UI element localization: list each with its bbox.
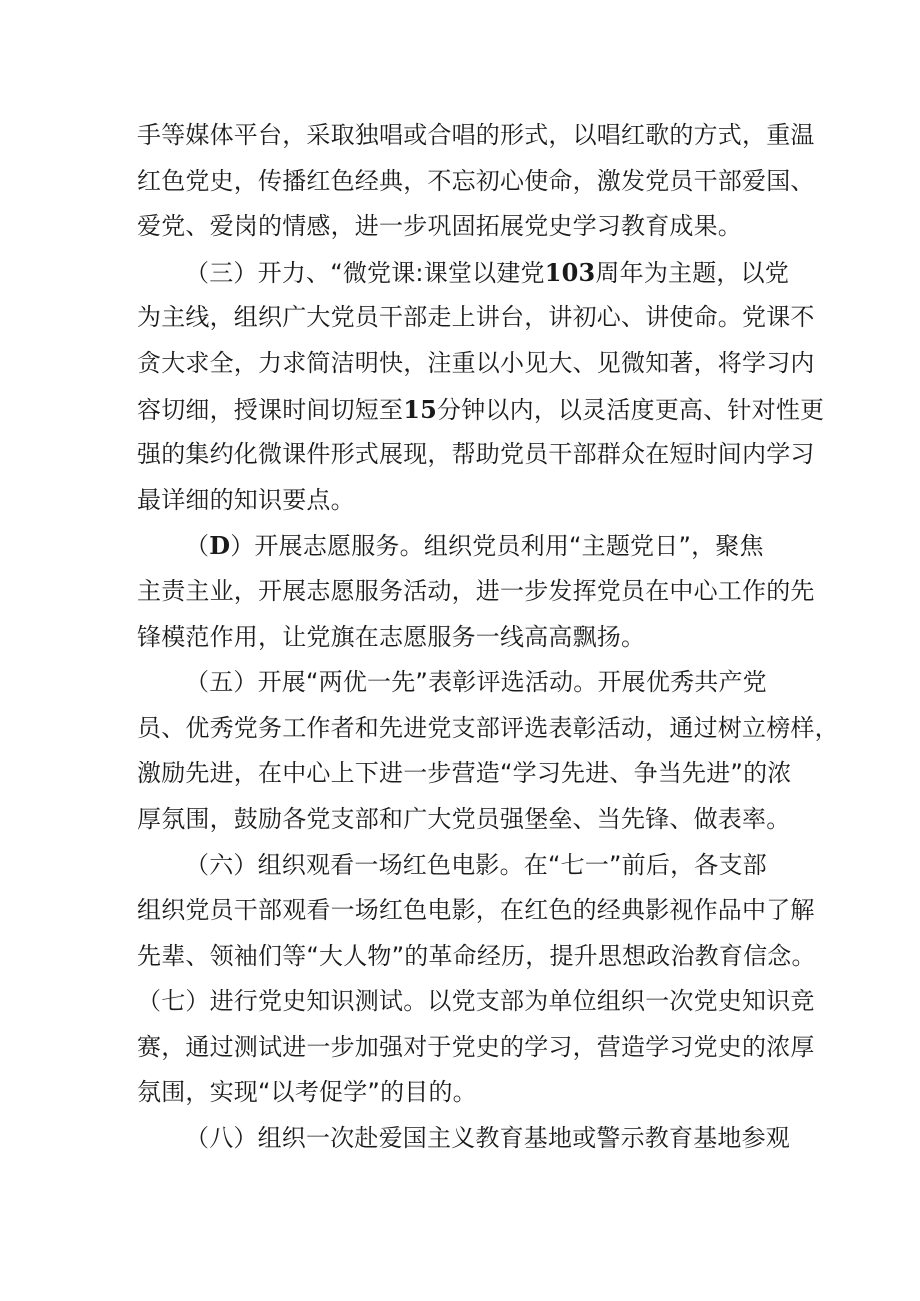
text-line — [137, 432, 815, 478]
text-segment: 贪大求全，力求简洁明快，注重以小见大、见微知著，将学习内 — [137, 348, 815, 377]
text-line — [137, 569, 815, 615]
text-number: D — [209, 531, 231, 561]
text-line — [137, 387, 825, 433]
text-segment: 容切细，授课时间切短至 — [137, 395, 404, 424]
text-line — [137, 979, 815, 1025]
text-segment: 周年为主题，以党 — [595, 258, 790, 287]
text-segment: 锋模范作用，让党旗在志愿服务一线高高飘扬。 — [137, 622, 646, 651]
text-segment: ）开展志愿服务。组织党员利用“主题党日”，聚焦 — [230, 532, 764, 561]
text-segment: 为主线，组织广大党员干部走上讲台，讲初心、讲使命。党课不 — [137, 303, 815, 332]
text-segment: （ — [185, 532, 210, 561]
text-line — [137, 113, 815, 159]
text-segment: （六）组织观看一场红色电影。在“七一”前后，各支部 — [185, 850, 767, 879]
text-line — [137, 523, 787, 569]
text-segment: 主责主业，开展志愿服务活动，进一步发挥党员在中心工作的先 — [137, 576, 815, 605]
text-segment: 先辈、领袖们等“大人物”的革命经历，提升思想政治教育信念。 — [137, 941, 816, 970]
text-segment: （七）进行党史知识测试。以党支部为单位组织一次党史知识竞 — [137, 987, 815, 1016]
text-line — [137, 660, 787, 706]
text-segment: 红色党史，传播红色经典，不忘初心使命，激发党员干部爱国、 — [137, 166, 815, 195]
text-segment: 分钟以内，以灵活度更高、针对性更 — [437, 395, 825, 424]
text-segment: 最详细的知识要点。 — [137, 485, 355, 514]
text-line — [137, 250, 790, 296]
text-line — [137, 478, 787, 524]
text-line — [137, 1070, 787, 1116]
text-line — [137, 1025, 815, 1071]
text-line — [137, 1116, 790, 1162]
document-body-text — [137, 113, 839, 1162]
text-number: 15 — [403, 394, 438, 424]
text-line — [137, 341, 815, 387]
text-segment: 厚氛围，鼓励各党支部和广大党员强堡垒、当先锋、做表率。 — [137, 804, 791, 833]
text-line — [137, 797, 791, 843]
text-line — [137, 204, 787, 250]
text-line — [137, 159, 815, 205]
text-line — [137, 615, 787, 661]
text-segment: 员、优秀党务工作者和先进党支部评选表彰活动，通过树立榜样， — [137, 713, 839, 742]
text-line — [137, 888, 815, 934]
text-segment: （三）开力、“微党课:课堂以建党 — [185, 258, 545, 287]
text-segment: 手等媒体平台，采取独唱或合唱的形式，以唱红歌的方式，重温 — [137, 121, 815, 149]
text-segment: （八）组织一次赴爱国主义教育基地或警示教育基地参观 — [185, 1124, 790, 1153]
text-line — [137, 295, 815, 341]
text-line — [137, 751, 792, 797]
text-number: 103 — [544, 257, 596, 287]
text-segment: 强的集约化微课件形式展现，帮助党员干部群众在短时间内学习 — [137, 440, 815, 469]
text-segment: 爱党、爱岗的情感，进一步巩固拓展党史学习教育成果。 — [137, 212, 742, 241]
text-segment: 氛围，实现“以考促学”的目的。 — [137, 1078, 477, 1107]
text-segment: （五）开展“两优一先”表彰评选活动。开展优秀共产党 — [185, 668, 767, 697]
text-line — [137, 843, 787, 889]
text-segment: 赛，通过测试进一步加强对于党史的学习，营造学习党史的浓厚 — [137, 1032, 815, 1061]
text-segment: 组织党员干部观看一场红色电影，在红色的经典影视作品中了解 — [137, 896, 815, 925]
text-line — [137, 706, 839, 752]
text-segment: 激励先进，在中心上下进一步营造“学习先进、争当先进”的浓 — [137, 759, 792, 788]
text-line — [137, 934, 816, 980]
